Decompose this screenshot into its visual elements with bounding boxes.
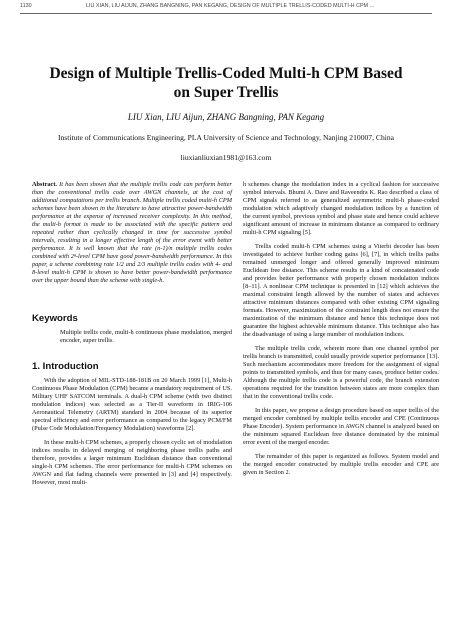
intro-paragraph-1: With the adoption of MIL-STD-188-181B on 20 March 1999 [1], Multi-h Continuous Phase Modulation (CPM) became a mandatory requirement of US. Military UHF SATCOM terminals. A dual-h CPM scheme (with two distinct modulation indices) was selected as a Tier-II waveform in IRIG-106 Aeronautical Telemetry (ARTM) standard in 2004 because of its superior spectral efficiency and error performance as compared to the legacy PCM/FM (Pulse Code Modulation/Frequency Modulation) waveforms [2]. [32, 377, 232, 432]
right-paragraph-4: In this paper, we propose a design procedure based on super trellis of the merged encoder combined by multiple trellis encoder and CPE (Continuous Phase Encoder). System performance in AWGN channel is analyzed based on the minimum squared Euclidean free distance dominated by the minimal error event of the merged encoder. [243, 407, 439, 446]
authors: LIU Xian, LIU Aijun, ZHANG Bangning, PAN Kegang [127, 112, 325, 122]
keywords-heading: Keywords [32, 313, 78, 324]
right-paragraph-1: h schemes change the modulation index in a cyclical fashion for successive symbol intervals. Bhumi A. Dave and Raveendra K. Rao described a class of CPM signals referred to as generalized asymmetric multi-h phase-coded modulation which adaptively changed modulation indices by a function of the current symbol, previous symbol and phase state and hence could achieve significant amount of increase in minimum distance as compared to ordinary multi-h CPM signaling [5]. [243, 181, 439, 236]
right-column [243, 181, 439, 483]
keywords-text: Multiple trellis code, multi-h continuous phase modulation, merged encoder, super trellis. [60, 329, 232, 344]
email: liuxianliuxian1981@163.com [180, 153, 272, 162]
abstract-label: Abstract. [32, 181, 58, 188]
paper-title: Design of Multiple Trellis-Coded Multi-h CPM Based on Super Trellis [49, 65, 403, 101]
intro-paragraph-2: In these multi-h CPM schemes, a properly chosen cyclic set of modulation indices results in delayed merging of neighboring phase trellis paths and therefore, provides a larger minimum Euclidean distance than conventional single-h CPM schemes. The error performance for multi-h CPM schemes on AWGN and flat fading channels were presented in [3] and [4] respectively. However, most multi- [32, 439, 232, 486]
left-column [32, 181, 232, 493]
page-number: 1130 [20, 3, 32, 9]
abstract-text: It has been shown that the multiple trellis code can perform better than the conventional trellis code over AWGN channels, at the cost of additional computations per trellis branch. Multiple trellis coded multi-h CPM schemes have been shown in the literature to have attractive power-bandwidth performance at the expense of increased receiver complexity. In this method, the multi-h format is made to be associated with the specific pattern and repeated rather than cyclically changed in time for successive symbol intervals, resulting in a longer effective length of the error event with better performance. It is well known that the rate (n-1)/n multiple trellis codes combined with 2ⁿ-level CPM have good power-bandwidth performance. In this paper, a scheme combining rate 1/2 and 2/3 multiple trellis codes with 4- and 8-level multi-h CPM is shown to have better power-bandwidth performance over the upper bound than the scheme with single-h. [32, 181, 232, 284]
intro-heading: 1. Introduction [32, 361, 99, 372]
right-paragraph-5: The remainder of this paper is organized as follows. System model and the merged encoder constructed by multiple trellis encoder and CPE are given in Section 2. [243, 453, 439, 476]
right-paragraph-2: Trellis coded multi-h CPM schemes using a Viterbi decoder has been investigated to achieve further coding gains [6], [7], in which trellis paths remained unmerged longer and offered generally improved minimum Euclidean free distance. This scheme results in a kind of concatenated code and provides better performance with properly chosen modulation indices [8–11]. A nonlinear CPM technique is presented in [12] which achieves the maximal constraint length allowed by the number of states and achieves attractive minimum distances compared with other existing CPM signaling formats. However, maximization of the constraint length does not ensure the maximization of the minimum distance and hence this technique does not guarantee the highest achievable minimum distance. This technique also has the disadvantage of using a large number of modulation indices. [243, 243, 439, 338]
running-title: LIU XIAN, LIU AIJUN, ZHANG BANGNING, PAN KEGANG, DESIGN OF MULTIPLE TRELLIS-CODED MULTI-H CPM ... [86, 3, 375, 9]
header-rule [20, 13, 432, 14]
running-header [20, 3, 432, 13]
affiliation: Institute of Communications Engineering, PLA University of Science and Technology, Nanjing 210007, China [57, 133, 395, 142]
right-paragraph-3: The multiple trellis code, wherein more than one channel symbol per trellis branch is transmitted, could usually provide superior performance [13]. Such mechanism accommodates more freedom for the assignment of signal points to transmitted symbols, and thus for many cases, produce better codes. Although the multiple trellis code is a powerful code, the branch extension operations required for the transition between states are more complex than that in the conventional trellis code. [243, 345, 439, 400]
abstract [32, 181, 232, 285]
